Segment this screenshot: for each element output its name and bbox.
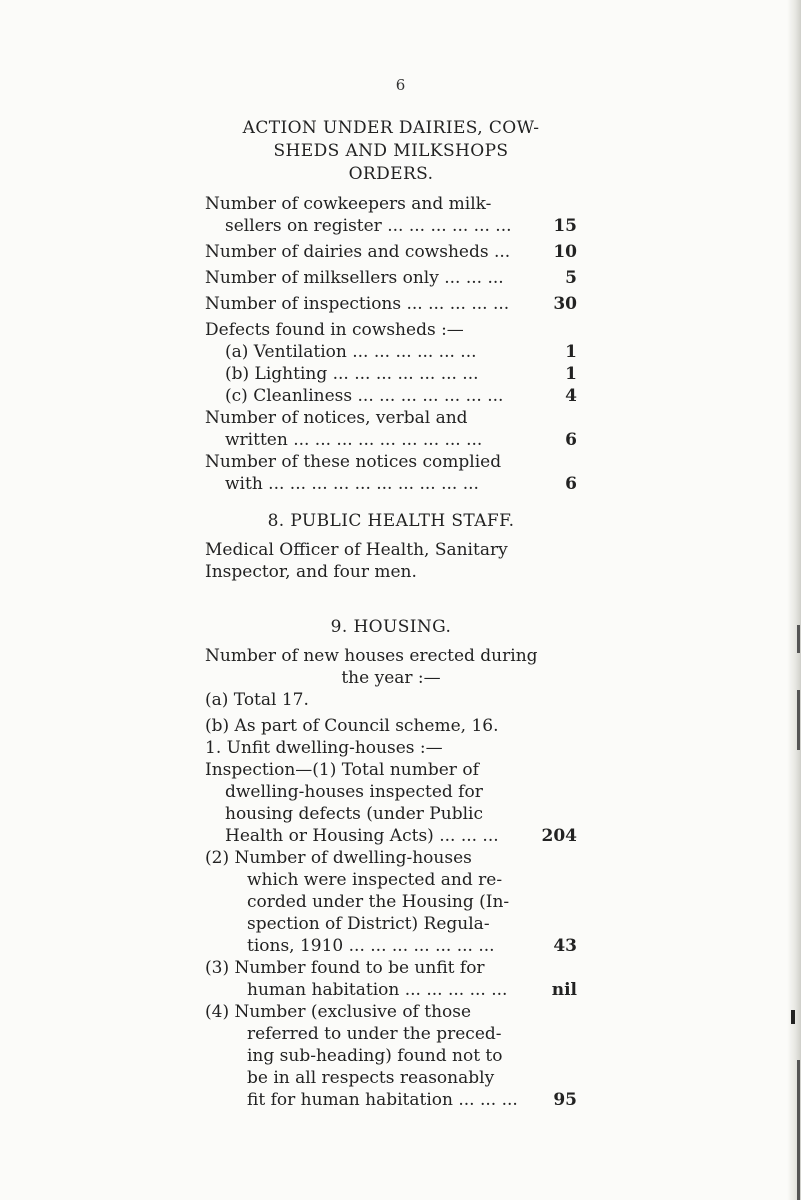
dairy-row: Number of dairies and cowsheds ... 10 bbox=[205, 242, 577, 262]
dairy-row: Number of notices, verbal and bbox=[205, 408, 468, 428]
dairy-row: Number of inspections ... ... ... ... ... 30 bbox=[205, 294, 577, 314]
staff-section bbox=[205, 510, 577, 583]
housing-row: dwelling-houses inspected for bbox=[225, 782, 483, 802]
housing-row: 1. Unfit dwelling-houses :— bbox=[205, 738, 443, 758]
dairy-row: with ... ... ... ... ... ... ... ... ... ... 6 bbox=[225, 474, 577, 494]
dairy-row: Number of cowkeepers and milk- bbox=[205, 194, 492, 214]
staff-line: Medical Officer of Health, Sanitary bbox=[205, 540, 508, 560]
page-number: 6 bbox=[395, 76, 406, 94]
edge-mark bbox=[797, 625, 800, 653]
housing-row: (b) As part of Council scheme, 16. bbox=[205, 716, 499, 736]
housing-row: referred to under the preced- bbox=[247, 1024, 502, 1044]
housing-row: which were inspected and re- bbox=[247, 870, 503, 890]
housing-row: corded under the Housing (In- bbox=[247, 892, 510, 912]
dairies-section bbox=[205, 117, 577, 495]
dairy-row: Defects found in cowsheds :— bbox=[205, 320, 464, 340]
dairy-row: written ... ... ... ... ... ... ... ... ... 6 bbox=[225, 430, 577, 450]
staff-heading: 8. PUBLIC HEALTH STAFF. bbox=[267, 511, 515, 531]
dairy-row: sellers on register ... ... ... ... ... ... 15 bbox=[225, 216, 577, 236]
housing-row: (2) Number of dwelling-houses bbox=[205, 848, 472, 868]
heading-line: SHEDS AND MILKSHOPS bbox=[273, 141, 509, 161]
dairy-row: Number of these notices complied bbox=[205, 452, 502, 472]
staff-line: Inspector, and four men. bbox=[205, 562, 417, 582]
dairies-heading bbox=[205, 117, 577, 186]
housing-row: be in all respects reasonably bbox=[247, 1068, 495, 1088]
dairy-row: (a) Ventilation ... ... ... ... ... ... 1 bbox=[225, 342, 577, 362]
housing-intro: Number of new houses erected during bbox=[205, 646, 538, 666]
edge-mark bbox=[797, 1060, 800, 1200]
housing-row: Inspection—(1) Total number of bbox=[205, 760, 479, 780]
housing-row: housing defects (under Public bbox=[225, 804, 483, 824]
dairy-row: Number of milksellers only ... ... ... 5 bbox=[205, 268, 577, 288]
housing-row: fit for human habitation ... ... ... 95 bbox=[247, 1090, 577, 1110]
housing-section bbox=[205, 616, 577, 1111]
dairy-row: (b) Lighting ... ... ... ... ... ... ... 1 bbox=[225, 364, 577, 384]
edge-mark bbox=[797, 690, 800, 750]
heading-line: ORDERS. bbox=[348, 164, 434, 184]
dairy-row: (c) Cleanliness ... ... ... ... ... ... ... 4 bbox=[225, 386, 577, 406]
housing-intro: the year :— bbox=[341, 668, 441, 688]
housing-row: (4) Number (exclusive of those bbox=[205, 1002, 472, 1022]
heading-line: ACTION UNDER DAIRIES, COW- bbox=[242, 118, 540, 138]
edge-mark bbox=[791, 1010, 795, 1024]
housing-row: human habitation ... ... ... ... ... nil bbox=[247, 980, 577, 1000]
housing-heading: 9. HOUSING. bbox=[330, 617, 452, 637]
housing-row: spection of District) Regula- bbox=[247, 914, 490, 934]
housing-row: Health or Housing Acts) ... ... ... 204 bbox=[225, 826, 577, 846]
housing-row: ing sub-heading) found not to bbox=[247, 1046, 503, 1066]
housing-row: tions, 1910 ... ... ... ... ... ... ... 43 bbox=[247, 936, 577, 956]
housing-row: (a) Total 17. bbox=[205, 690, 309, 710]
housing-row: (3) Number found to be unfit for bbox=[205, 958, 485, 978]
